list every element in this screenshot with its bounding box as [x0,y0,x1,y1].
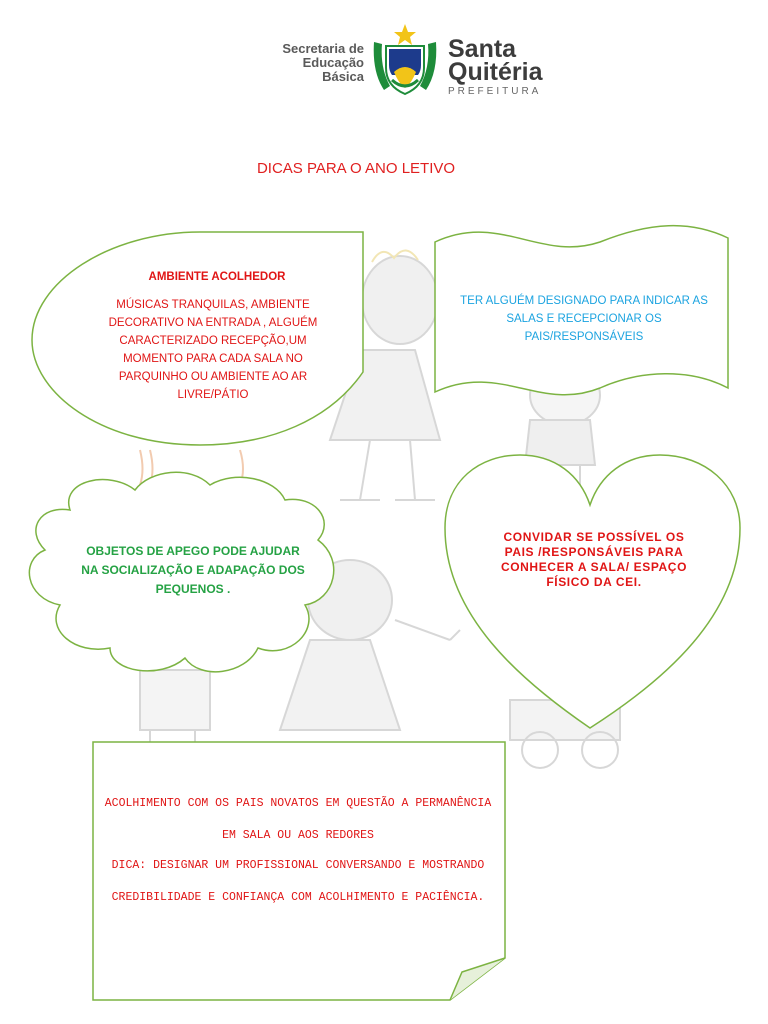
acolhimento-paragraph: ACOLHIMENTO COM OS PAIS NOVATOS EM QUESTÃO A PERMANÊNCIA EM SALA OU AOS REDORES [104,797,492,842]
ambiente-acolhedor-body: MÚSICAS TRANQUILAS, AMBIENTE DECORATIVO NA ENTRADA , ALGUÉM CARACTERIZADO RECEPÇÃO,UM MOMENTO PARA CADA SALA NO PARQUINHO OU AMBIENTE AO AR LIVRE/PÁTIO [108,299,318,401]
ambiente-acolhedor-title: AMBIENTE ACOLHEDOR [148,271,286,283]
brand-subtitle: PREFEITURA [448,86,542,97]
designado-text: TER ALGUÉM DESIGNADO PARA INDICAR AS SALAS E RECEPCIONAR OS PAIS/RESPONSÁVEIS [460,295,708,343]
convidar-pais-text: CONVIDAR SE POSSÍVEL OS PAIS /RESPONSÁVEIS PARA CONHECER A SALA/ ESPAÇO FÍSICO DA CEI. [500,530,688,589]
heart-shape [445,455,740,728]
secretaria-line-1: Secretaria de [282,41,364,56]
secretaria-line-3: Básica [322,69,364,84]
secretaria-line-2: Educação [302,55,364,70]
brand-name-line-2: Quitéria [448,58,543,86]
dica-paragraph: DICA: DESIGNAR UM PROFISSIONAL CONVERSANDO E MOSTRANDO CREDIBILIDADE E CONFIANÇA COM ACOLHIMENTO E PACIÊNCIA. [111,859,485,904]
brand-name-line-1: Santa [448,35,517,63]
document-title: DICAS PARA O ANO LETIVO [256,160,456,177]
objetos-apego-text: OBJETOS DE APEGO PODE AJUDAR NA SOCIALIZAÇÃO E ADAPAÇÃO DOS PEQUENOS . [81,544,305,596]
